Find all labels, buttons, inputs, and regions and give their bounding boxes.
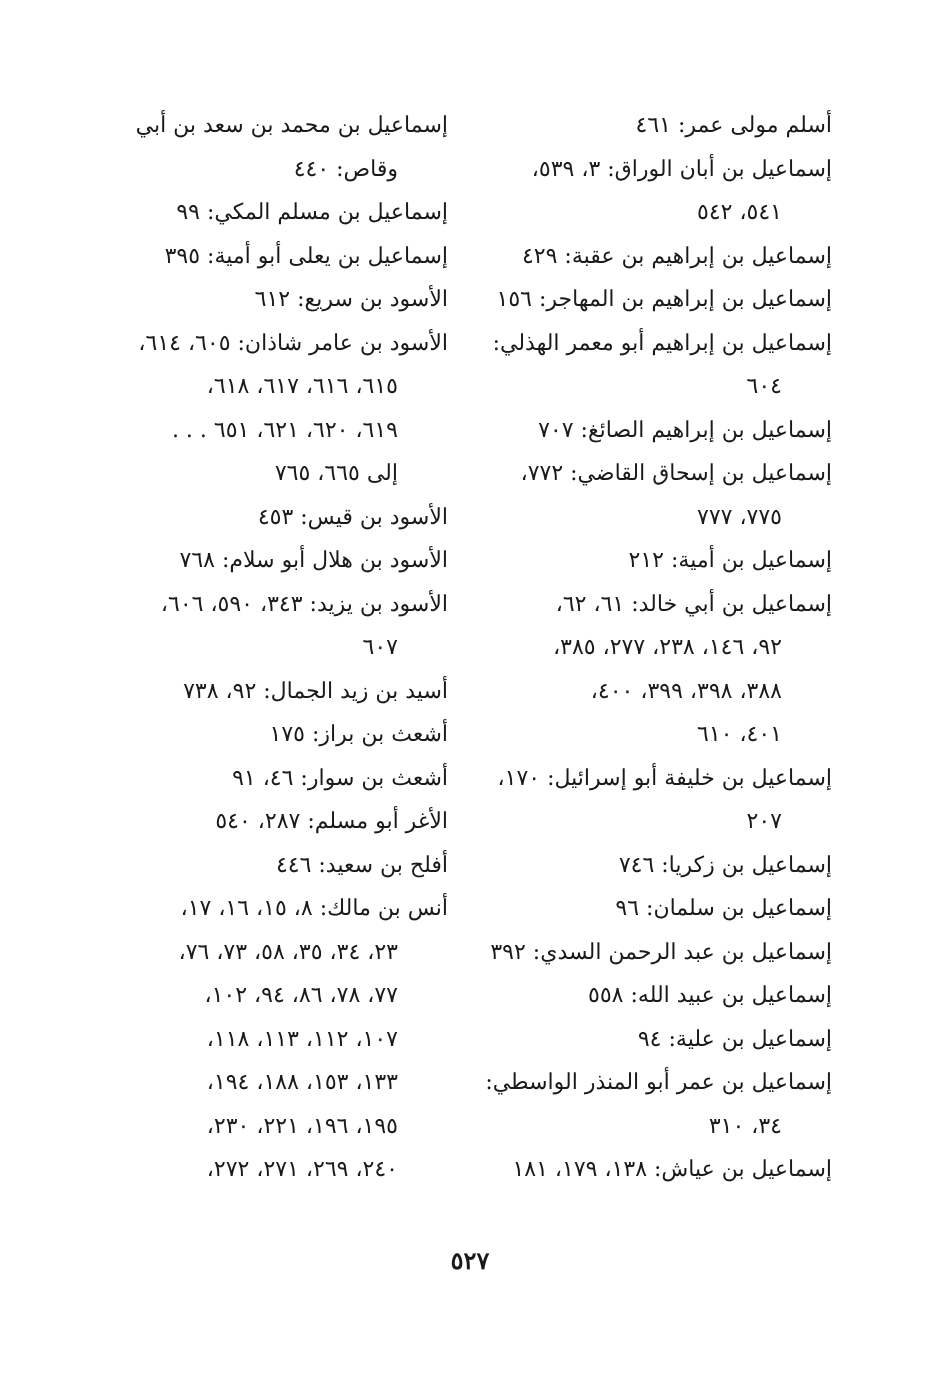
- index-entry-continuation: ٦٠٧: [362, 635, 398, 660]
- index-entry: إسماعيل بن علية: ٩٤: [637, 1026, 832, 1052]
- index-entry-continuation: ٣٨٨، ٣٩٨، ٣٩٩، ٤٠٠،: [590, 678, 782, 704]
- index-entry-continuation: وقاص: ٤٤٠: [293, 156, 398, 182]
- index-entry-continuation: ٢٤٠، ٢٦٩، ٢٧١، ٢٧٢،: [206, 1157, 398, 1182]
- index-entry: إسماعيل بن عبد الرحمن السدي: ٣٩٢: [490, 939, 832, 965]
- index-entry: إسماعيل بن عبيد الله: ٥٥٨: [588, 983, 832, 1008]
- index-entry: أسيد بن زيد الجمال: ٩٢، ٧٣٨: [183, 678, 448, 704]
- index-entry: الأسود بن هلال أبو سلام: ٧٦٨: [179, 548, 448, 573]
- index-column-right: [485, 104, 832, 1192]
- index-entry: إسماعيل بن إبراهيم بن عقبة: ٤٢٩: [521, 243, 832, 269]
- index-entry-continuation: ٧٧٥، ٧٧٧: [697, 504, 782, 530]
- index-entry-continuation: ٣٤، ٣١٠: [708, 1113, 782, 1139]
- index-entry-continuation: ٦١٩، ٦٢٠، ٦٢١، ٦٥١ . . .: [171, 417, 398, 443]
- index-entry: إسماعيل بن عياش: ١٣٨، ١٧٩، ١٨١: [512, 1157, 832, 1182]
- index-entry: إسماعيل بن خليفة أبو إسرائيل: ١٧٠،: [497, 765, 832, 791]
- index-entry: إسماعيل بن إسحاق القاضي: ٧٧٢،: [520, 461, 832, 486]
- index-entry: إسماعيل بن عمر أبو المنذر الواسطي:: [485, 1070, 832, 1095]
- index-entry-continuation: ١٣٣، ١٥٣، ١٨٨، ١٩٤،: [206, 1070, 398, 1095]
- index-entry: إسماعيل بن سلمان: ٩٦: [615, 896, 832, 921]
- index-entry-continuation: ٥٤١، ٥٤٢: [697, 200, 782, 225]
- index-entry: الأسود بن سريع: ٦١٢: [254, 287, 448, 312]
- index-entry: إسماعيل بن محمد بن سعد بن أبي: [135, 113, 448, 138]
- index-entry-continuation: ٦٠٤: [746, 374, 782, 399]
- index-entry-continuation: ٢٣، ٣٤، ٣٥، ٥٨، ٧٣، ٧٦،: [178, 939, 398, 965]
- index-entry: أفلح بن سعيد: ٤٤٦: [275, 852, 448, 878]
- index-entry: إسماعيل بن إبراهيم أبو معمر الهذلي:: [492, 330, 832, 356]
- index-entry: إسماعيل بن إبراهيم الصائغ: ٧٠٧: [538, 417, 832, 443]
- index-entry: إسماعيل بن يعلى أبو أمية: ٣٩٥: [164, 243, 448, 269]
- index-entry-continuation: ٦١٥، ٦١٦، ٦١٧، ٦١٨،: [206, 374, 398, 399]
- index-entry-continuation: ٩٢، ١٤٦، ٢٣٨، ٢٧٧، ٣٨٥،: [553, 635, 782, 660]
- index-column-left: [110, 104, 448, 1192]
- index-entry: أسلم مولى عمر: ٤٦١: [635, 113, 832, 138]
- index-entry-continuation: ١٩٥، ١٩٦، ٢٢١، ٢٣٠،: [206, 1113, 398, 1139]
- index-entry: إسماعيل بن أبي خالد: ٦١، ٦٢،: [555, 591, 832, 617]
- index-entry: أشعث بن سوار: ٤٦، ٩١: [232, 765, 448, 791]
- index-entry: إسماعيل بن أمية: ٢١٢: [628, 548, 832, 573]
- index-entry-continuation: ٧٧، ٧٨، ٨٦، ٩٤، ١٠٢،: [204, 983, 398, 1008]
- index-entry-continuation: ٤٠١، ٦١٠: [697, 722, 782, 747]
- index-entry: الأسود بن عامر شاذان: ٦٠٥، ٦١٤،: [138, 330, 448, 356]
- index-entry: الأسود بن يزيد: ٣٤٣، ٥٩٠، ٦٠٦،: [160, 591, 448, 617]
- index-entry: إسماعيل بن أبان الوراق: ٣، ٥٣٩،: [531, 156, 832, 182]
- index-entry: إسماعيل بن زكريا: ٧٤٦: [618, 852, 832, 878]
- index-entry: إسماعيل بن مسلم المكي: ٩٩: [176, 200, 448, 225]
- index-entry: أشعث بن براز: ١٧٥: [269, 722, 448, 747]
- index-entry-continuation: ١٠٧، ١١٢، ١١٣، ١١٨،: [206, 1026, 398, 1052]
- index-entry-continuation: إلى ٦٦٥، ٧٦٥: [274, 461, 398, 486]
- page-number: ٥٢٧: [450, 1246, 490, 1275]
- index-entry: أنس بن مالك: ٨، ١٥، ١٦، ١٧،: [180, 896, 448, 921]
- index-entry-continuation: ٢٠٧: [746, 809, 782, 834]
- index-entry: الأسود بن قيس: ٤٥٣: [257, 504, 448, 530]
- index-entry: الأغر أبو مسلم: ٢٨٧، ٥٤٠: [215, 809, 448, 834]
- index-entry: إسماعيل بن إبراهيم بن المهاجر: ١٥٦: [496, 287, 832, 312]
